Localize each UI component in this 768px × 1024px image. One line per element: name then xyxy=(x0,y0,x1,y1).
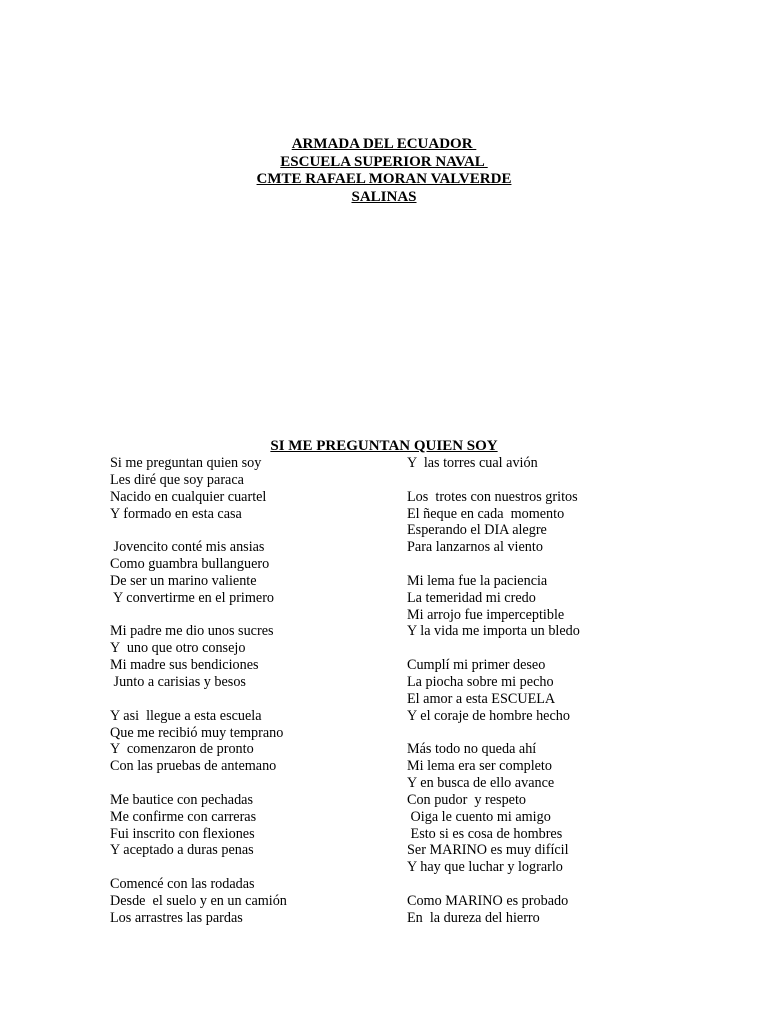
verse-line: Y convertirme en el primero xyxy=(110,589,275,606)
verse-line: Que me recibió muy temprano xyxy=(110,724,284,741)
verse-line: La temeridad mi credo xyxy=(407,589,536,606)
verse-line: Me confirme con carreras xyxy=(110,808,257,825)
header-line-institution: ARMADA DEL ECUADOR xyxy=(291,136,477,152)
verse-line: Con pudor y respeto xyxy=(407,791,527,808)
verse-line: Mi padre me dio unos sucres xyxy=(110,623,274,640)
verse-line: Mi arrojo fue imperceptible xyxy=(407,606,565,623)
verse-line xyxy=(110,691,410,708)
verse-line xyxy=(110,775,410,792)
verse-line: De ser un marino valiente xyxy=(110,572,257,589)
verse-line: Para lanzarnos al viento xyxy=(407,539,543,556)
verse-line: Los trotes con nuestros gritos xyxy=(407,488,578,505)
poem-left-column xyxy=(110,455,410,927)
verse-line: Mi lema era ser completo xyxy=(407,758,552,775)
verse-line: Esperando el DIA alegre xyxy=(407,522,547,539)
verse-line xyxy=(407,640,707,657)
verse-line: Fui inscrito con flexiones xyxy=(110,825,255,842)
verse-line: Mi lema fue la paciencia xyxy=(407,572,548,589)
document-header xyxy=(0,136,768,206)
verse-line: Y formado en esta casa xyxy=(110,505,242,522)
verse-line: Nacido en cualquier cuartel xyxy=(110,488,267,505)
verse-line: Los arrastres las pardas xyxy=(110,909,243,926)
verse-line: Y aceptado a duras penas xyxy=(110,842,254,859)
verse-line: Desde el suelo y en un camión xyxy=(110,892,287,909)
verse-line: Y comenzaron de pronto xyxy=(110,741,254,758)
verse-line xyxy=(110,859,410,876)
verse-line xyxy=(407,876,707,893)
verse-line: Y en busca de ello avance xyxy=(407,775,555,792)
verse-line: Y uno que otro consejo xyxy=(110,640,246,657)
verse-line: El ñeque en cada momento xyxy=(407,505,565,522)
verse-line: Si me preguntan quien soy xyxy=(110,455,262,471)
verse-line xyxy=(407,556,707,573)
verse-line xyxy=(110,522,410,539)
verse-line: Como MARINO es probado xyxy=(407,892,569,909)
header-line-commander: CMTE RAFAEL MORAN VALVERDE xyxy=(256,171,512,187)
verse-line xyxy=(407,725,707,742)
verse-line: La piocha sobre mi pecho xyxy=(407,673,554,690)
verse-line: Mi madre sus bendiciones xyxy=(110,657,259,674)
verse-line: Y hay que luchar y lograrlo xyxy=(407,859,563,876)
verse-line: Comencé con las rodadas xyxy=(110,876,255,893)
verse-line: En la dureza del hierro xyxy=(407,909,540,926)
poem-title: SI ME PREGUNTAN QUIEN SOY xyxy=(270,438,498,454)
verse-line: El amor a esta ESCUELA xyxy=(407,690,556,707)
verse-line: Cumplí mi primer deseo xyxy=(407,657,546,674)
verse-line xyxy=(407,472,707,489)
verse-line: Más todo no queda ahí xyxy=(407,741,537,758)
header-line-school: ESCUELA SUPERIOR NAVAL xyxy=(280,153,488,170)
verse-line: Les diré que soy paraca xyxy=(110,471,244,488)
verse-line: Y la vida me importa un bledo xyxy=(407,623,580,640)
verse-line xyxy=(110,607,410,624)
verse-line: Y las torres cual avión xyxy=(407,455,538,471)
poem-right-column xyxy=(407,455,707,927)
verse-line: Me bautice con pechadas xyxy=(110,791,253,808)
verse-line: Con las pruebas de antemano xyxy=(110,758,277,775)
verse-line: Como guambra bullanguero xyxy=(110,556,270,573)
verse-line: Y el coraje de hombre hecho xyxy=(407,707,570,724)
verse-line: Y asi llegue a esta escuela xyxy=(110,707,262,724)
verse-line: Esto si es cosa de hombres xyxy=(407,825,563,842)
verse-line: Oiga le cuento mi amigo xyxy=(407,808,551,825)
verse-line: Ser MARINO es muy difícil xyxy=(407,842,569,859)
header-line-location: SALINAS xyxy=(351,188,417,205)
verse-line: Jovencito conté mis ansias xyxy=(110,539,265,556)
verse-line: Junto a carisias y besos xyxy=(110,673,246,690)
